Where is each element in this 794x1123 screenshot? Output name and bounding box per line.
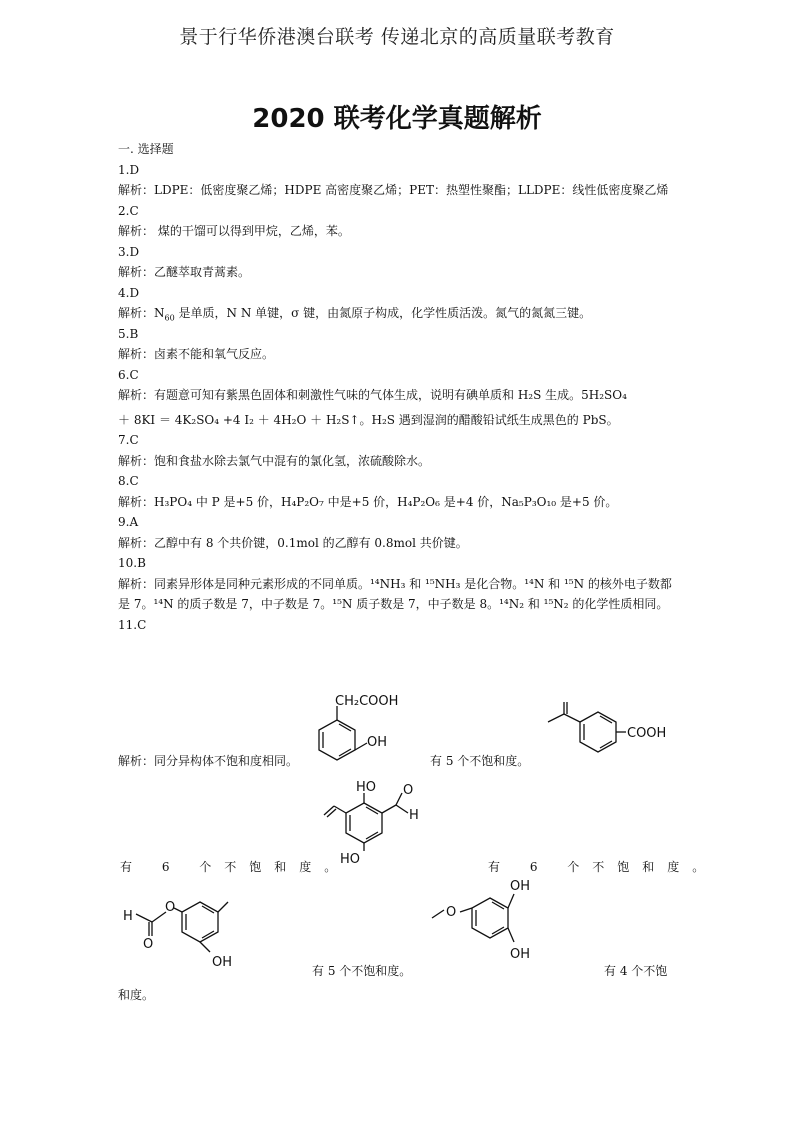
q2-explanation: 解析： 煤的干馏可以得到甲烷，乙烯，苯。 xyxy=(118,224,350,238)
structure-c-h: H xyxy=(409,808,419,823)
structure-c-o: O xyxy=(403,783,414,798)
q8-explanation: 解析：H₃PO₄ 中 P 是+5 价，H₄P₂O₇ 中是+5 价，H₄P₂O₆ 是+4 价，Na₅P₃O₁₀ 是+5 价。 xyxy=(118,494,618,509)
structure-e-ring xyxy=(472,898,508,938)
q3-explanation: 解析：乙醚萃取青蒿素。 xyxy=(118,265,251,279)
structure-d-o2: O xyxy=(143,937,154,952)
structure-d-h: H xyxy=(123,909,133,924)
q1-answer: 1.D xyxy=(118,162,140,177)
q3-answer: 3.D xyxy=(118,244,140,259)
structure-e-oh-top-bond xyxy=(508,894,514,908)
structure-e-oh-top: OH xyxy=(510,879,531,894)
structure-c xyxy=(318,775,448,865)
q10-explanation: 解析：同素异形体是同种元素形成的不同单质。¹⁴NH₃ 和 ¹⁵NH₃ 是化合物。¹⁴N 和 ¹⁵N 的核外电子数都是 7。¹⁴N 的质子数是 7，中子数是 7。¹⁵N 质子数是 7，中子数是 8。¹⁴N₂ 和 ¹⁵N₂ 的化学性质相同。 xyxy=(118,576,672,611)
structure-a-ch2cooh: CH₂COOH xyxy=(335,694,399,709)
structure-c-cho-bond xyxy=(382,805,396,813)
structure-d xyxy=(118,880,248,970)
q11-note-c: 有 6 个不饱和度。 xyxy=(488,860,718,874)
q11-note-b: 有 6 个不饱和度。 xyxy=(120,860,350,874)
q11-note-e: 有 4 个不饱 xyxy=(604,964,668,978)
q11-answer: 11.C xyxy=(118,617,147,632)
q4-explanation xyxy=(118,303,678,324)
structure-e-o-bond xyxy=(460,908,472,912)
q11-note-e2: 和度。 xyxy=(118,988,155,1002)
q5-answer: 5.B xyxy=(118,326,139,341)
structure-e-oh-bottom-bond xyxy=(508,928,514,942)
structure-b-ring xyxy=(580,712,616,752)
structure-d-oh: OH xyxy=(212,955,233,970)
structure-b-cooh: COOH xyxy=(627,726,667,741)
q9-explanation: 解析：乙醇中有 8 个共价键，0.1mol 的乙醇有 0.8mol 共价键。 xyxy=(118,535,468,550)
structure-d-ring xyxy=(182,902,218,942)
structure-a-ring xyxy=(319,720,355,760)
q6-explanation-line1: 解析：有题意可知有紫黑色固体和刺激性气味的气体生成，说明有碘单质和 H₂S 生成。5H₂SO₄ xyxy=(118,388,627,402)
structure-b xyxy=(530,700,680,770)
answer-body xyxy=(118,139,678,635)
structure-a-bond-oh xyxy=(355,743,367,750)
q6-answer: 6.C xyxy=(118,367,139,382)
structure-c-vinyl-2 xyxy=(324,806,334,815)
structure-a xyxy=(305,688,435,768)
page-header: 景于行华侨港澳台联考 传递北京的高质量联考教育 xyxy=(179,26,615,48)
structure-d-methyl xyxy=(218,902,228,912)
structure-b-bond-co xyxy=(564,714,580,722)
structure-c-cho-h xyxy=(396,805,408,813)
q11-note-d: 有 5 个不饱和度。 xyxy=(312,964,412,978)
structure-e-oh-bottom: OH xyxy=(510,947,531,962)
structure-c-ring xyxy=(346,803,382,843)
q11-intro: 解析：同分异构体不饱和度相同。 xyxy=(118,754,299,768)
q7-answer: 7.C xyxy=(118,433,139,447)
structure-d-oh-bond xyxy=(200,942,210,952)
q11-note-a: 有 5 个不饱和度。 xyxy=(430,754,530,768)
q6-explanation-line2: ＋ 8KI ＝ 4K₂SO₄ +4 I₂ ＋ 4H₂O ＋ H₂S↑。H₂S 遇到湿润的醋酸铅试纸生成黑色的 PbS。 xyxy=(118,412,619,427)
page-title: 2020 联考化学真题解析 xyxy=(252,104,542,134)
q5-explanation: 解析：卤素不能和氧气反应。 xyxy=(118,347,275,361)
q4-sub: 60 xyxy=(164,313,175,323)
structure-c-ho-bottom: HO xyxy=(340,852,361,865)
structure-d-ester xyxy=(152,912,166,922)
structure-d-o: O xyxy=(165,900,176,915)
structure-a-oh: OH xyxy=(367,735,388,750)
structure-e-o: O xyxy=(446,905,457,920)
structure-c-ho-top: HO xyxy=(356,780,377,795)
q2-answer: 2.C xyxy=(118,203,139,218)
structure-c-vinyl-double xyxy=(327,809,336,817)
q4-text-a: 解析：N xyxy=(118,306,165,320)
structure-b-methyl xyxy=(548,714,564,722)
q7-explanation: 解析：饱和食盐水除去氯气中混有的氯化氢，浓硫酸除水。 xyxy=(118,453,431,468)
q9-answer: 9.A xyxy=(118,515,139,529)
structure-d-h-bond xyxy=(136,914,152,922)
q1-explanation: 解析：LDPE：低密度聚乙烯；HDPE 高密度聚乙烯；PET：热塑性聚酯；LLDPE：线性低密度聚乙烯 xyxy=(118,183,669,197)
structure-e xyxy=(420,876,550,966)
q10-answer: 10.B xyxy=(118,556,146,570)
structure-c-cho-o xyxy=(396,793,402,805)
section-heading: 一. 选择题 xyxy=(118,142,174,156)
structure-e-methyl xyxy=(432,910,444,918)
q4-answer: 4.D xyxy=(118,285,140,300)
q4-text-b: 是单质，N N 单键，σ 键，由氮原子构成，化学性质活泼。氮气的氮氮三键。 xyxy=(178,306,592,320)
q8-answer: 8.C xyxy=(118,474,139,488)
